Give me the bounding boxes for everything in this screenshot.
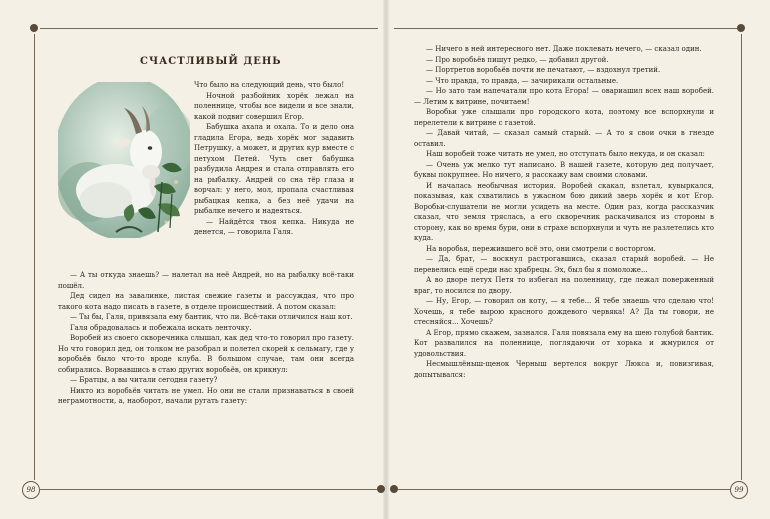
paragraph: Бабушка ахала и охала. То и дело она гладила Егора, ведь хорёк мог задавить Петрушку, а может, и других кур вместе с петухом Петей. Чуть свет бабушка разбудила Андрея и стала отправлять его на рыбалку. Андрей со сна тёр глаза и ворчал: у него, мол, пропала счастливая рыбацкая кепка, а без неё удачи на рыбалке нечего и надеяться.	[194, 123, 354, 215]
goat-illustration-svg	[58, 82, 190, 238]
paragraph: Что было на следующий день, что было!	[194, 81, 345, 89]
paragraph: — Ты бы, Галя, привязала ему бантик, что ли. Всё-таки отличился наш кот.	[70, 313, 353, 321]
right-page-text	[414, 44, 714, 480]
frame-top-right	[394, 28, 738, 29]
paragraph: Воробей из своего скворечника слышал, как дед что-то говорил про газету. Но что говорил дед, он толком не разобрал и полетел скорей к сельмагу, где у воробьёв было что-то вроде клуба. В большом случае, там они всегда собирались. Ворвавшись в стаю других воробьёв, он крикнул:	[58, 334, 354, 374]
corner-dot-top-right	[737, 24, 745, 32]
paragraph: — Портретов воробьёв почти не печатают, — вздохнул третий.	[426, 66, 661, 74]
book-gutter	[383, 0, 389, 519]
left-full-text	[58, 270, 354, 482]
left-wrapped-text	[194, 80, 354, 268]
paragraph: — Но зато там напечатали про кота Егора! — овариашил всех наш воробей. — Летим к витрине, почитаем!	[414, 87, 714, 106]
paragraph: — Ничего в ней интересного нет. Даже поклевать нечего, — сказал один.	[426, 45, 702, 53]
paragraph: — Что правда, то правда, — зачирикали остальные.	[426, 76, 619, 85]
frame-bottom-left	[40, 489, 378, 490]
paragraph: На воробья, пережившего всё это, они смотрели с восторгом.	[426, 244, 656, 253]
corner-dot-bottom-left	[377, 485, 385, 493]
paragraph: А Егор, прямо скажем, зазнался. Галя повязала ему на шею голубой бантик. Кот развалился на поленнице, поглядаючи от хорька и жмурился от удовольствия.	[414, 328, 714, 358]
paragraph: — Ну, Егор, — говорил он коту, — я тебе... Я тебе знаешь что сделаю что! Хочешь, я тебе вырою красного дождевого червяка! А? Да ты говори, не стесняйся... Хочешь?	[414, 297, 714, 326]
paragraph: Ночной разбойник хорёк лежал на поленнице, чтобы все видели и все знали, какой подвиг совершил Егор.	[194, 91, 354, 121]
paragraph: Галя обрадовалась и побежала искать ленточку.	[70, 323, 252, 332]
goat-illustration	[58, 82, 190, 238]
paragraph: — Давай читай, — сказал самый старый. — А то я свои очки в гнезде оставил.	[414, 129, 714, 148]
frame-bottom-right	[394, 489, 738, 490]
paragraph: — Очень уж мелко тут написано. В нашей газете, которую дед получает, буквы покрупнее. Но ничего, я расскажу вам своими словами.	[414, 160, 714, 179]
page-number-right: 99	[730, 481, 748, 499]
corner-dot-top-left	[30, 24, 38, 32]
chapter-title: СЧАСТЛИВЫЙ ДЕНЬ	[140, 56, 282, 67]
paragraph: Дед сидел на завалинке, листая свежие газеты и рассуждая, что про такого кота надо писать в газете, в отделе происшествий. А потом сказал:	[58, 292, 354, 311]
paragraph: А во дворе петух Петя то избегал на поленницу, где лежал поверженный враг, то носился по двору.	[414, 276, 714, 295]
page-number-left: 98	[22, 481, 40, 499]
paragraph: Воробьи уже слышали про городского кота, поэтому все вспорхнули и перелетели к витрине с газетой.	[414, 108, 714, 127]
paragraph: — Братцы, а вы читали сегодня газету?	[70, 376, 218, 384]
frame-left	[34, 34, 35, 480]
frame-right	[741, 34, 742, 480]
paragraph: — Про воробьёв пишут редко, — добавил другой.	[426, 55, 609, 64]
paragraph: Несмышлёныш-щенок Черныш вертелся вокруг Люкса и, повизгивая, допытывался:	[414, 360, 714, 379]
paragraph: Наш воробей тоже читать не умел, но отступать было некуда, и он сказал:	[426, 150, 705, 158]
paragraph: И началась необычная история. Воробей скакал, взлетал, кувыркался, показывая, как схватились в ужасном бою дикий зверь хорёк и кот Егор. Воробьи-слушатели не могли усидеть на месте. Один раз, когда рассказчик сказал, что земля тряслась, а его скворечник раскачивался из стороны в сторону, как во время бури, они в страхе вспорхнули и чуть не разлетелись кто куда.	[414, 181, 714, 242]
paragraph: — Да, брат, — воскнул растрогавшись, сказал старый воробей. — Не перевелись ещё среди нас храбрецы. Эх, был бы я помоложе...	[414, 255, 714, 274]
paragraph: Никто из воробьёв читать не умел. Но они не стали признаваться в своей неграмотности, а, наоборот, начали ругать газету:	[58, 386, 354, 405]
corner-dot-bottom-right	[390, 485, 398, 493]
paragraph: — Найдётся твоя кепка. Никуда не денется, — говорила Галя.	[194, 217, 354, 236]
frame-top-left	[40, 28, 378, 29]
paragraph: — А ты откуда знаешь? — налетал на неё Андрей, но на рыбалку всё-таки пошёл.	[58, 271, 354, 290]
